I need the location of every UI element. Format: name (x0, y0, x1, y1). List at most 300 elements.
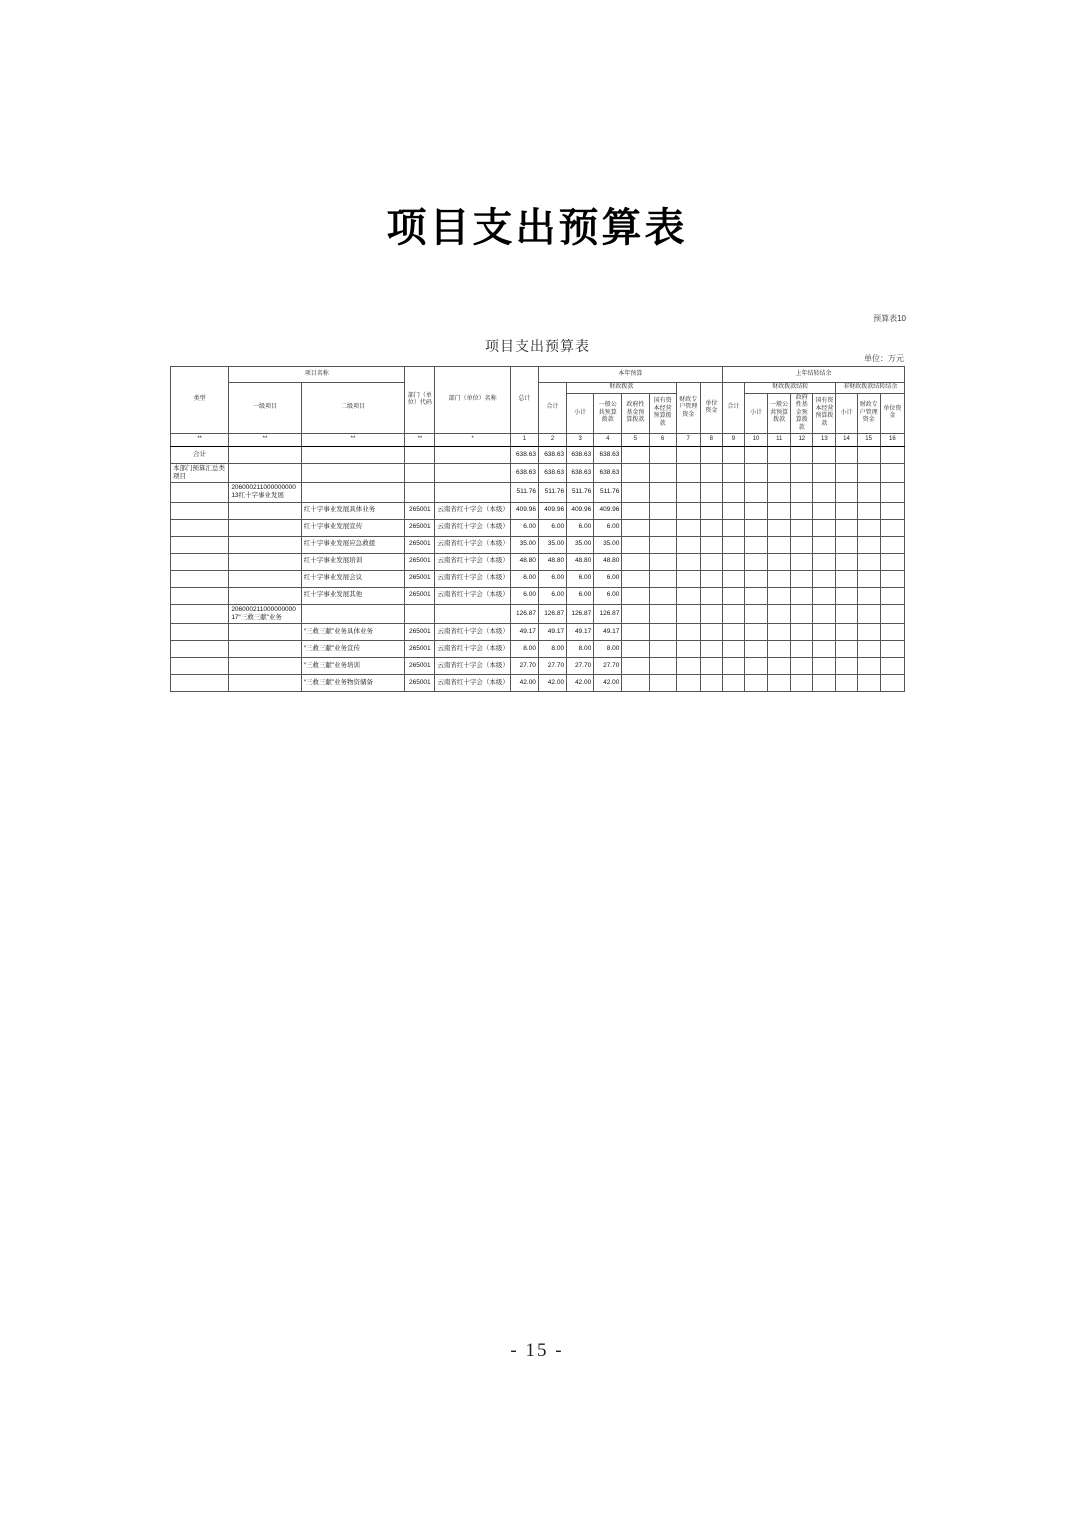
label-cell: 云南省红十字会（本级） (435, 657, 510, 674)
value-cell (700, 553, 722, 570)
value-cell (722, 640, 744, 657)
value-cell (622, 587, 649, 604)
value-cell (676, 502, 700, 519)
value-cell (722, 604, 744, 623)
value-cell (880, 570, 904, 587)
label-cell (405, 447, 435, 464)
value-cell (649, 464, 676, 483)
header-cell: 财政拨款结转 (745, 383, 836, 394)
value-cell (768, 553, 791, 570)
table-row (171, 674, 905, 691)
column-code-cell: ** (229, 434, 301, 447)
header-cell: 上年结转结余 (722, 367, 904, 383)
column-code-cell: 1 (510, 434, 538, 447)
label-cell: 合计 (171, 447, 229, 464)
value-cell (857, 604, 880, 623)
value-cell: 49.17 (594, 623, 622, 640)
value-cell (813, 553, 836, 570)
value-cell: 8.00 (538, 640, 566, 657)
value-cell: 42.00 (567, 674, 594, 691)
table-row (171, 623, 905, 640)
header-cell: 小计 (567, 393, 594, 434)
value-cell (813, 502, 836, 519)
header-cell: 一般公共预算拨款 (768, 393, 791, 434)
value-cell: 8.00 (594, 640, 622, 657)
label-cell (229, 519, 301, 536)
value-cell (857, 553, 880, 570)
value-cell: 6.00 (510, 570, 538, 587)
header-cell: 财政专户管理资金 (676, 383, 700, 434)
label-cell: “三救三献”业务具体业务 (301, 623, 405, 640)
value-cell (857, 502, 880, 519)
value-cell (722, 674, 744, 691)
header-cell: 项目名称 (229, 367, 405, 383)
label-cell: 265001 (405, 674, 435, 691)
value-cell (745, 587, 768, 604)
label-cell: 云南省红十字会（本级） (435, 674, 510, 691)
value-cell (768, 536, 791, 553)
value-cell (700, 657, 722, 674)
value-cell: 35.00 (538, 536, 566, 553)
value-cell (880, 502, 904, 519)
value-cell: 48.80 (538, 553, 566, 570)
header-cell: 国有资本经营预算拨款 (649, 393, 676, 434)
value-cell (676, 536, 700, 553)
value-cell (857, 483, 880, 502)
value-cell (676, 570, 700, 587)
value-cell (676, 604, 700, 623)
value-cell: 511.76 (567, 483, 594, 502)
value-cell (722, 623, 744, 640)
column-code-cell: 6 (649, 434, 676, 447)
value-cell (622, 483, 649, 502)
value-cell (813, 519, 836, 536)
value-cell (745, 570, 768, 587)
value-cell (857, 657, 880, 674)
value-cell (622, 570, 649, 587)
value-cell (880, 553, 904, 570)
value-cell: 638.63 (510, 464, 538, 483)
label-cell: 265001 (405, 553, 435, 570)
value-cell (676, 519, 700, 536)
value-cell (857, 587, 880, 604)
value-cell (791, 674, 813, 691)
header-cell: 财政专户管理资金 (857, 393, 880, 434)
value-cell (791, 464, 813, 483)
value-cell (745, 447, 768, 464)
table-row (171, 553, 905, 570)
value-cell (836, 604, 857, 623)
value-cell (649, 483, 676, 502)
label-cell (405, 604, 435, 623)
value-cell (836, 657, 857, 674)
value-cell (813, 570, 836, 587)
column-code-cell: ** (405, 434, 435, 447)
value-cell: 8.00 (510, 640, 538, 657)
value-cell: 638.63 (567, 447, 594, 464)
label-cell: 265001 (405, 587, 435, 604)
value-cell (722, 483, 744, 502)
value-cell: 6.00 (538, 587, 566, 604)
value-cell (836, 447, 857, 464)
value-cell (813, 604, 836, 623)
value-cell (700, 519, 722, 536)
value-cell (768, 674, 791, 691)
value-cell (791, 640, 813, 657)
label-cell: 云南省红十字会（本级） (435, 640, 510, 657)
value-cell (649, 447, 676, 464)
column-code-cell: 9 (722, 434, 744, 447)
label-cell: 红十字事业发展培训 (301, 553, 405, 570)
value-cell (813, 674, 836, 691)
value-cell: 48.80 (510, 553, 538, 570)
column-code-cell: 13 (813, 434, 836, 447)
label-cell (435, 604, 510, 623)
value-cell: 6.00 (538, 519, 566, 536)
value-cell (649, 657, 676, 674)
label-cell (405, 483, 435, 502)
value-cell (700, 447, 722, 464)
header-cell: 单位资金 (700, 383, 722, 434)
column-code-cell: * (435, 434, 510, 447)
value-cell (722, 553, 744, 570)
label-cell (229, 640, 301, 657)
value-cell: 42.00 (510, 674, 538, 691)
value-cell (676, 587, 700, 604)
value-cell (791, 570, 813, 587)
value-cell (649, 570, 676, 587)
value-cell (791, 587, 813, 604)
value-cell (676, 623, 700, 640)
value-cell (857, 447, 880, 464)
header-cell: 一般公共预算拨款 (594, 393, 622, 434)
value-cell: 638.63 (538, 447, 566, 464)
value-cell (676, 553, 700, 570)
header-cell: 单位资金 (880, 393, 904, 434)
value-cell (836, 464, 857, 483)
value-cell: 409.96 (594, 502, 622, 519)
value-cell: 126.87 (567, 604, 594, 623)
value-cell (880, 464, 904, 483)
value-cell (857, 519, 880, 536)
value-cell: 6.00 (594, 519, 622, 536)
label-cell (171, 640, 229, 657)
value-cell (791, 502, 813, 519)
value-cell (700, 623, 722, 640)
header-cell: 非财政拨款结转结余 (836, 383, 905, 394)
value-cell: 6.00 (567, 570, 594, 587)
value-cell (880, 483, 904, 502)
value-cell (880, 604, 904, 623)
label-cell: 云南省红十字会（本级） (435, 623, 510, 640)
header-cell: 类型 (171, 367, 229, 434)
value-cell (880, 519, 904, 536)
value-cell (768, 640, 791, 657)
value-cell (880, 587, 904, 604)
label-cell (229, 587, 301, 604)
value-cell (745, 464, 768, 483)
value-cell (836, 640, 857, 657)
header-cell: 合计 (538, 383, 566, 434)
value-cell (649, 502, 676, 519)
value-cell: 409.96 (538, 502, 566, 519)
value-cell (722, 587, 744, 604)
label-cell (435, 464, 510, 483)
label-cell: 20600021100000000013红十字事业发展 (229, 483, 301, 502)
header-cell: 国有资本经营预算拨款 (813, 393, 836, 434)
column-code-cell: 4 (594, 434, 622, 447)
value-cell (676, 464, 700, 483)
value-cell: 49.17 (538, 623, 566, 640)
value-cell (622, 464, 649, 483)
value-cell (722, 570, 744, 587)
value-cell (700, 536, 722, 553)
label-cell (171, 604, 229, 623)
value-cell (622, 447, 649, 464)
value-cell (791, 483, 813, 502)
column-code-cell: 2 (538, 434, 566, 447)
label-cell: 红十字事业发展具体业务 (301, 502, 405, 519)
label-cell (171, 623, 229, 640)
value-cell (836, 587, 857, 604)
label-cell: 红十字事业发展宣传 (301, 519, 405, 536)
value-cell: 126.87 (510, 604, 538, 623)
value-cell (768, 587, 791, 604)
budget-table (170, 366, 905, 692)
value-cell (791, 553, 813, 570)
label-cell: “三救三献”业务培训 (301, 657, 405, 674)
value-cell (676, 674, 700, 691)
label-cell: 本部门预算汇总类项目 (171, 464, 229, 483)
column-code-cell: 15 (857, 434, 880, 447)
label-cell (229, 447, 301, 464)
value-cell (745, 553, 768, 570)
value-cell (880, 640, 904, 657)
column-code-cell: 11 (768, 434, 791, 447)
label-cell (229, 674, 301, 691)
label-cell (229, 553, 301, 570)
value-cell: 126.87 (594, 604, 622, 623)
value-cell: 49.17 (567, 623, 594, 640)
value-cell: 409.96 (510, 502, 538, 519)
value-cell (745, 623, 768, 640)
value-cell (649, 640, 676, 657)
value-cell (813, 464, 836, 483)
table-row (171, 519, 905, 536)
value-cell: 42.00 (594, 674, 622, 691)
value-cell (836, 536, 857, 553)
value-cell: 511.76 (510, 483, 538, 502)
value-cell (791, 519, 813, 536)
header-cell: 小计 (836, 393, 857, 434)
value-cell (791, 657, 813, 674)
table-row (171, 483, 905, 502)
label-cell: 265001 (405, 640, 435, 657)
label-cell: 云南省红十字会（本级） (435, 570, 510, 587)
label-cell (229, 502, 301, 519)
unit-label: 单位：万元 (864, 354, 904, 363)
column-code-cell: 14 (836, 434, 857, 447)
value-cell (622, 519, 649, 536)
value-cell (622, 623, 649, 640)
value-cell (745, 502, 768, 519)
value-cell (857, 464, 880, 483)
value-cell (880, 536, 904, 553)
value-cell (813, 483, 836, 502)
label-cell (171, 674, 229, 691)
value-cell: 409.96 (567, 502, 594, 519)
value-cell: 6.00 (538, 570, 566, 587)
label-cell: 云南省红十字会（本级） (435, 536, 510, 553)
label-cell (435, 447, 510, 464)
value-cell (649, 587, 676, 604)
value-cell (622, 674, 649, 691)
header-cell: 小计 (745, 393, 768, 434)
table-row (171, 587, 905, 604)
value-cell (722, 502, 744, 519)
label-cell: 265001 (405, 623, 435, 640)
value-cell (622, 640, 649, 657)
value-cell (768, 657, 791, 674)
value-cell (836, 502, 857, 519)
value-cell (768, 447, 791, 464)
value-cell (880, 623, 904, 640)
value-cell (813, 623, 836, 640)
value-cell (813, 536, 836, 553)
value-cell (745, 536, 768, 553)
value-cell: 35.00 (594, 536, 622, 553)
label-cell (229, 464, 301, 483)
label-cell: 云南省红十字会（本级） (435, 502, 510, 519)
value-cell (836, 519, 857, 536)
value-cell (836, 674, 857, 691)
value-cell (745, 604, 768, 623)
value-cell: 49.17 (510, 623, 538, 640)
value-cell (676, 640, 700, 657)
value-cell (768, 570, 791, 587)
value-cell (700, 570, 722, 587)
value-cell (768, 623, 791, 640)
header-cell: 财政拨款 (567, 383, 677, 394)
label-cell (435, 483, 510, 502)
value-cell (700, 587, 722, 604)
value-cell (768, 519, 791, 536)
page-number: - 15 - (510, 1340, 564, 1361)
value-cell: 6.00 (510, 519, 538, 536)
value-cell: 6.00 (510, 587, 538, 604)
label-cell: 红十字事业发展会议 (301, 570, 405, 587)
value-cell (700, 604, 722, 623)
value-cell (700, 674, 722, 691)
label-cell (301, 483, 405, 502)
value-cell (880, 447, 904, 464)
label-cell: 265001 (405, 570, 435, 587)
header-cell: 政府性基金预算拨款 (622, 393, 649, 434)
value-cell (700, 483, 722, 502)
value-cell: 6.00 (567, 519, 594, 536)
value-cell (857, 570, 880, 587)
value-cell (813, 657, 836, 674)
label-cell (171, 502, 229, 519)
value-cell: 6.00 (594, 587, 622, 604)
value-cell (722, 657, 744, 674)
value-cell: 42.00 (538, 674, 566, 691)
column-code-cell: 10 (745, 434, 768, 447)
value-cell: 8.00 (567, 640, 594, 657)
value-cell (791, 447, 813, 464)
value-cell: 638.63 (538, 464, 566, 483)
label-cell (171, 536, 229, 553)
sheet-number-label: 预算表10 (873, 314, 906, 323)
value-cell (880, 674, 904, 691)
label-cell: 云南省红十字会（本级） (435, 553, 510, 570)
label-cell: “三救三献”业务宣传 (301, 640, 405, 657)
label-cell (171, 483, 229, 502)
value-cell: 27.70 (510, 657, 538, 674)
value-cell: 6.00 (594, 570, 622, 587)
label-cell (171, 570, 229, 587)
value-cell (676, 657, 700, 674)
value-cell (768, 464, 791, 483)
value-cell (745, 674, 768, 691)
column-code-cell: ** (301, 434, 405, 447)
label-cell: 红十字事业发展应急救援 (301, 536, 405, 553)
value-cell (676, 483, 700, 502)
value-cell (791, 536, 813, 553)
value-cell: 126.87 (538, 604, 566, 623)
column-code-cell: 8 (700, 434, 722, 447)
value-cell: 6.00 (567, 587, 594, 604)
header-cell: 一级项目 (229, 383, 301, 434)
value-cell: 35.00 (567, 536, 594, 553)
value-cell (836, 483, 857, 502)
label-cell (229, 657, 301, 674)
column-code-cell: 16 (880, 434, 904, 447)
page-title: 项目支出预算表 (386, 205, 688, 250)
label-cell (301, 447, 405, 464)
label-cell (229, 623, 301, 640)
value-cell (700, 502, 722, 519)
value-cell (745, 657, 768, 674)
value-cell: 511.76 (594, 483, 622, 502)
label-cell (229, 536, 301, 553)
value-cell (722, 464, 744, 483)
header-cell: 总计 (510, 367, 538, 434)
value-cell (768, 502, 791, 519)
table-title: 项目支出预算表 (485, 338, 590, 354)
label-cell: 265001 (405, 536, 435, 553)
label-cell (171, 587, 229, 604)
header-cell: 本年预算 (538, 367, 722, 383)
value-cell (880, 657, 904, 674)
value-cell: 638.63 (594, 447, 622, 464)
value-cell: 27.70 (538, 657, 566, 674)
value-cell (857, 674, 880, 691)
value-cell (836, 553, 857, 570)
value-cell (857, 623, 880, 640)
header-cell: 部门（单位）代码 (405, 367, 435, 434)
value-cell (813, 447, 836, 464)
column-code-cell: 3 (567, 434, 594, 447)
value-cell: 638.63 (594, 464, 622, 483)
table-row (171, 657, 905, 674)
label-cell (171, 519, 229, 536)
label-cell: 265001 (405, 657, 435, 674)
value-cell: 511.76 (538, 483, 566, 502)
table-row (171, 447, 905, 464)
value-cell (700, 640, 722, 657)
header-cell: 合计 (722, 383, 744, 434)
